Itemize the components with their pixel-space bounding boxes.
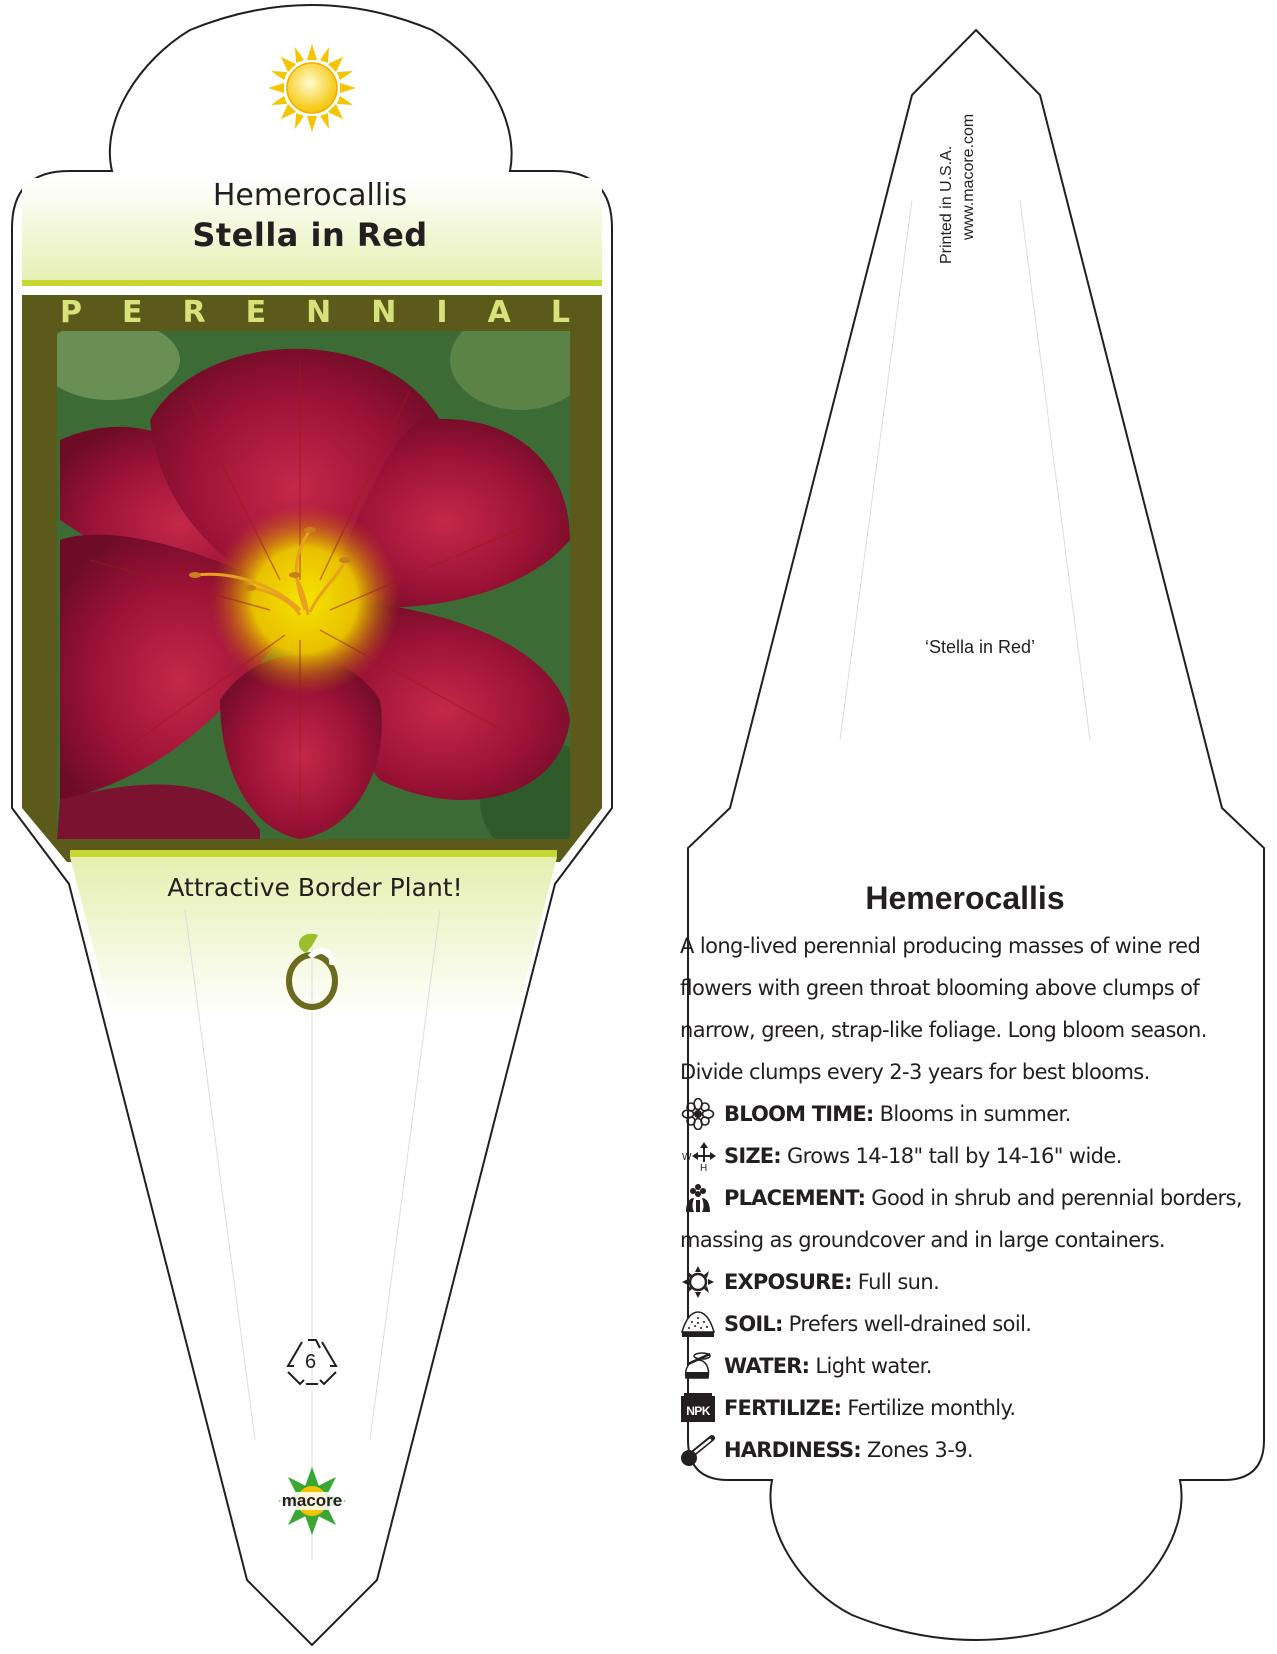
attribute-label: SIZE: xyxy=(724,1144,781,1168)
printed-credit xyxy=(938,58,977,358)
attribute-value: Blooms in summer. xyxy=(879,1102,1071,1126)
sun-icon xyxy=(268,44,356,132)
front-cultivar: Stella in Red xyxy=(192,216,428,254)
attribute-value-continued: massing as groundcover and in large containers. xyxy=(680,1228,1166,1252)
soil-icon xyxy=(680,1308,716,1340)
category-letter: E xyxy=(122,295,143,330)
attribute-list xyxy=(680,1093,1250,1471)
attribute-label: BLOOM TIME: xyxy=(724,1102,874,1126)
category-letter: L xyxy=(550,295,570,330)
back-cultivar-label: ‘Stella in Red’ xyxy=(924,637,1036,657)
attribute-exposure xyxy=(680,1261,1250,1303)
back-heading: Hemerocallis xyxy=(865,880,1065,916)
category-letter: N xyxy=(371,295,397,330)
attribute-value: Grows 14-18" tall by 14-16" wide. xyxy=(787,1144,1122,1168)
category-letter: E xyxy=(245,295,267,330)
sun-exposure-icon xyxy=(680,1266,716,1298)
attribute-label: HARDINESS: xyxy=(724,1438,861,1462)
attribute-value: Full sun. xyxy=(857,1270,940,1294)
attribute-value: Good in shrub and perennial borders, xyxy=(871,1186,1242,1210)
attribute-bloom-time xyxy=(680,1093,1250,1135)
recycle-number: 6 xyxy=(305,1351,317,1373)
front-slogan: Attractive Border Plant! xyxy=(167,873,463,902)
attribute-soil xyxy=(680,1303,1250,1345)
placement-icon xyxy=(680,1182,716,1214)
daylily-photo xyxy=(40,310,600,860)
attribute-fertilize xyxy=(680,1387,1250,1429)
npk-icon xyxy=(680,1392,716,1424)
attribute-water xyxy=(680,1345,1250,1387)
category-letter: N xyxy=(306,295,332,330)
watering-can-icon xyxy=(680,1350,716,1382)
plant-description: A long-lived perennial producing masses of wine red flowers with green throat blooming above clumps of narrow, green, strap-like foliage. Long bloom season. Divide clumps every 2-3 years for best blooms. xyxy=(680,934,1207,1084)
attribute-label: SOIL: xyxy=(724,1312,783,1336)
attribute-placement xyxy=(680,1177,1250,1261)
svg-text:W: W xyxy=(682,1152,691,1163)
size-icon xyxy=(680,1140,716,1172)
front-genus: Hemerocallis xyxy=(212,178,408,213)
svg-text:H: H xyxy=(700,1163,707,1172)
category-letter: P xyxy=(60,295,82,330)
thermometer-icon xyxy=(680,1434,716,1466)
category-letter: R xyxy=(182,295,206,330)
attribute-label: FERTILIZE: xyxy=(724,1396,842,1420)
attribute-label: PLACEMENT: xyxy=(724,1186,866,1210)
category-letter: A xyxy=(487,295,511,330)
attribute-size xyxy=(680,1135,1250,1177)
brand-name: macore xyxy=(281,1491,343,1510)
attribute-value: Zones 3-9. xyxy=(866,1438,974,1462)
attribute-label: WATER: xyxy=(724,1354,810,1378)
attribute-value: Prefers well-drained soil. xyxy=(788,1312,1032,1336)
attribute-value: Light water. xyxy=(815,1354,932,1378)
category-label xyxy=(60,295,570,330)
website-text: www.macore.com xyxy=(960,113,977,240)
attribute-value: Fertilize monthly. xyxy=(847,1396,1016,1420)
flower-icon xyxy=(680,1098,716,1130)
attribute-hardiness xyxy=(680,1429,1250,1471)
category-letter: I xyxy=(436,295,448,330)
attribute-label: EXPOSURE: xyxy=(724,1270,852,1294)
svg-text:NPK: NPK xyxy=(686,1404,710,1418)
printed-in-text: Printed in U.S.A. xyxy=(938,145,955,264)
